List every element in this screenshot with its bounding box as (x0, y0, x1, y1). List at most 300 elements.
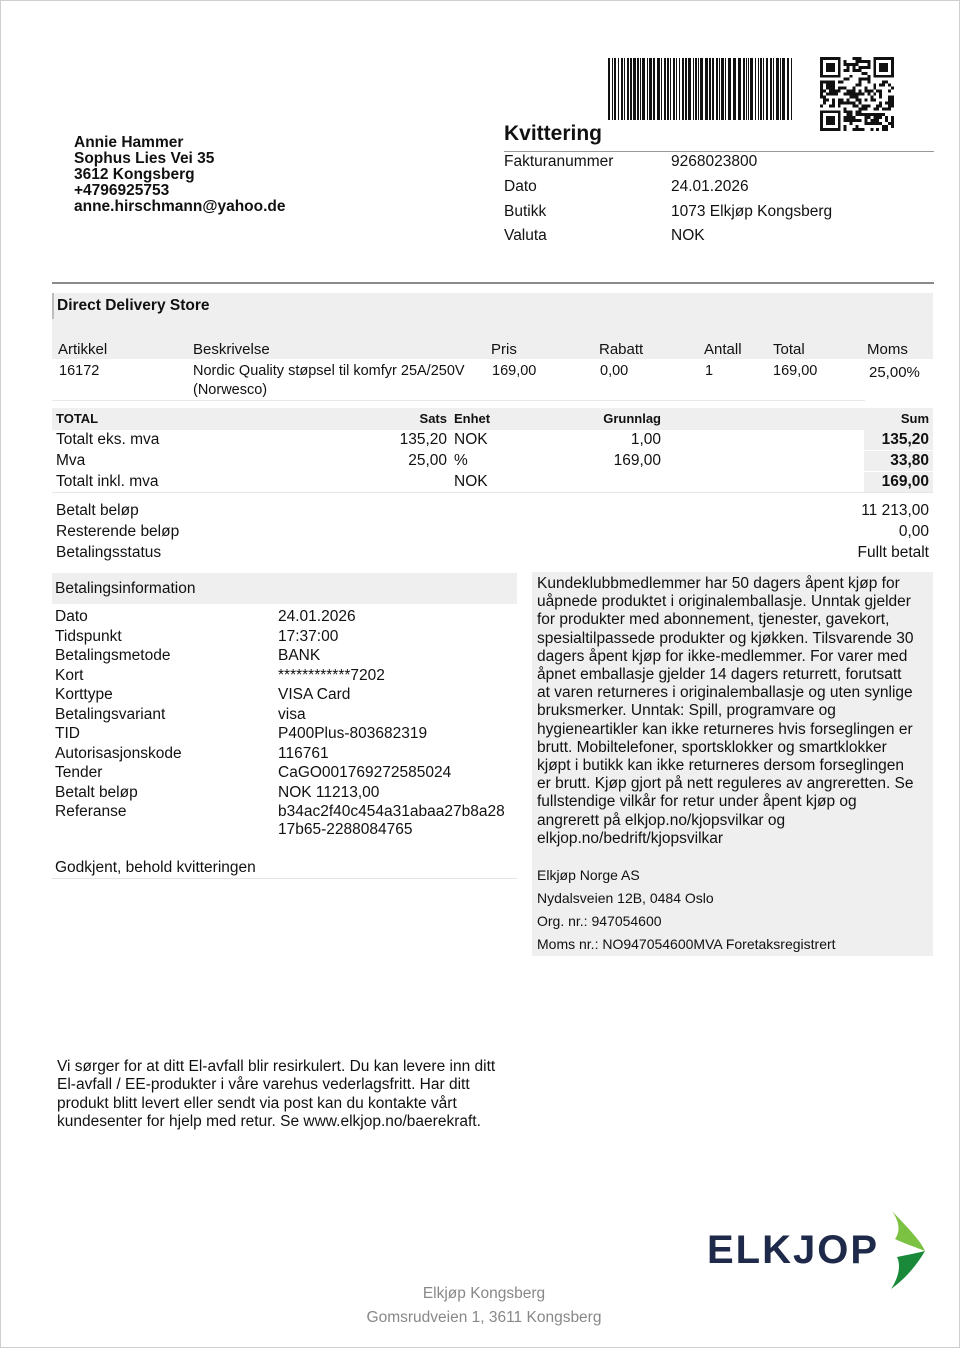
meta-label: Fakturanummer (504, 153, 614, 170)
totals-sum: 169,00 (881, 473, 929, 490)
qr-module (888, 107, 891, 110)
divider (52, 878, 517, 879)
qr-module (879, 63, 882, 66)
qr-module (832, 84, 835, 87)
customer-city: 3612 Kongsberg (74, 166, 195, 183)
qr-module (826, 128, 829, 131)
return-policy-text (537, 575, 929, 848)
qr-module (820, 69, 823, 72)
qr-module (853, 57, 856, 60)
return-policy-line: hygieneartikler kan ikke returneres hvis forseglingen er (537, 720, 913, 738)
totals-unit: % (454, 452, 468, 469)
qr-module (832, 128, 835, 131)
qr-module (832, 98, 835, 101)
barcode-bar (637, 58, 639, 120)
return-policy-box (532, 572, 933, 956)
recycling-note-line: kundesenter for hjelp med retur. Se www.elkjop.no/baerekraft. (57, 1112, 481, 1130)
qr-module (856, 119, 859, 122)
qr-module (879, 84, 882, 87)
qr-module (882, 113, 885, 116)
qr-module (885, 57, 888, 60)
item-description (193, 362, 465, 400)
column-header-description: Beskrivelse (193, 341, 270, 358)
qr-module (879, 116, 882, 119)
qr-module (856, 93, 859, 96)
barcode-bar (733, 58, 736, 120)
column-header-article: Artikkel (58, 341, 108, 358)
qr-module (888, 90, 891, 93)
qr-module (861, 72, 864, 75)
qr-module (864, 78, 867, 81)
barcode-bar (763, 58, 764, 120)
barcode-bar (682, 58, 684, 120)
qr-module (853, 101, 856, 104)
qr-module (820, 63, 823, 66)
qr-module (888, 57, 891, 60)
qr-module (823, 110, 826, 113)
qr-module (858, 101, 861, 104)
qr-module (873, 107, 876, 110)
barcode-bar (667, 58, 669, 120)
qr-module (876, 107, 879, 110)
qr-module (888, 95, 891, 98)
barcode-bar (770, 58, 772, 120)
qr-module (820, 66, 823, 69)
qr-module (867, 104, 870, 107)
qr-module (838, 69, 841, 72)
qr-module (826, 110, 829, 113)
barcode-bar (630, 58, 632, 120)
barcode-bar (766, 58, 768, 120)
customer-email: anne.hirschmann@yahoo.de (74, 198, 286, 215)
qr-module (832, 57, 835, 60)
qr-module (820, 57, 823, 60)
qr-module (856, 57, 859, 60)
barcode-bar (685, 58, 687, 120)
qr-module (879, 57, 882, 60)
payment-info-value: 24.01.2026 (278, 608, 356, 625)
qr-module (826, 84, 829, 87)
qr-module (856, 69, 859, 72)
qr-module (891, 101, 894, 104)
return-policy-line: angrerett på elkjop.no/kjopsvilkar og (537, 811, 786, 829)
return-policy-line: uåpnede produktet i originalemballasje. Unntak gjelder (537, 593, 911, 611)
qr-module (820, 90, 823, 93)
qr-module (820, 95, 823, 98)
qr-module (861, 78, 864, 81)
qr-module (856, 63, 859, 66)
item-quantity: 1 (705, 363, 714, 379)
qr-module (858, 113, 861, 116)
qr-module (850, 75, 853, 78)
qr-module (823, 95, 826, 98)
qr-module (879, 66, 882, 69)
barcode-bar (755, 58, 756, 120)
barcode-bar (608, 58, 610, 120)
qr-module (891, 125, 894, 128)
qr-module (853, 69, 856, 72)
qr-module (838, 110, 841, 113)
qr-module (873, 75, 876, 78)
qr-module (850, 110, 853, 113)
qr-module (847, 119, 850, 122)
qr-module (820, 60, 823, 63)
payment-reference-continued: 17b65-2288084765 (278, 821, 413, 838)
payment-info-label: TID (55, 725, 80, 742)
qr-module (867, 60, 870, 63)
section-marker (52, 293, 54, 319)
qr-module (823, 57, 826, 60)
qr-module (838, 125, 841, 128)
item-discount: 0,00 (600, 363, 629, 379)
qr-module (879, 93, 882, 96)
qr-module (832, 81, 835, 84)
qr-module (861, 60, 864, 63)
footer-store-address: Gomsrudveien 1, 3611 Kongsberg (366, 1309, 602, 1326)
qr-module (853, 95, 856, 98)
logo-wordmark: ELKJOP (707, 1228, 880, 1272)
qr-module (838, 128, 841, 131)
return-policy-line: elkjop.no/bedrift/kjopsvilkar (537, 829, 724, 847)
qr-module (844, 78, 847, 81)
qr-module (891, 98, 894, 101)
barcode-bar (627, 58, 629, 120)
qr-module (876, 57, 879, 60)
qr-module (885, 63, 888, 66)
payment-summary-label: Betalt beløp (56, 502, 139, 519)
qr-module (847, 116, 850, 119)
barcode-bar (787, 58, 789, 120)
qr-module (885, 116, 888, 119)
qr-module (838, 98, 841, 101)
barcode-bar (695, 58, 697, 120)
qr-module (847, 69, 850, 72)
qr-module (850, 101, 853, 104)
qr-module (873, 116, 876, 119)
return-policy-line: fullstendige vilkår for retur under åpent kjøp og (537, 793, 857, 811)
barcode-bar (653, 58, 655, 120)
qr-module (891, 69, 894, 72)
qr-module (826, 122, 829, 125)
qr-module (844, 93, 847, 96)
qr-module (867, 116, 870, 119)
qr-module (823, 90, 826, 93)
column-header-discount: Rabatt (599, 341, 644, 358)
divider (504, 151, 934, 152)
qr-module (879, 122, 882, 125)
logo-chevron-light (892, 1211, 925, 1251)
qr-module (882, 128, 885, 131)
qr-module (853, 87, 856, 90)
qr-module (858, 90, 861, 93)
qr-module (858, 66, 861, 69)
qr-module (853, 63, 856, 66)
qr-module (820, 110, 823, 113)
barcode-bar (673, 58, 675, 120)
customer-phone: +4796925753 (74, 182, 170, 199)
company-org-number: Org. nr.: 947054600 (537, 913, 662, 929)
qr-module (853, 119, 856, 122)
divider (52, 492, 933, 493)
customer-address (74, 135, 286, 215)
barcode-bar (780, 58, 781, 120)
qr-module (873, 122, 876, 125)
barcode-bar (649, 58, 652, 120)
qr-module (873, 93, 876, 96)
qr-module (844, 60, 847, 63)
qr-module (835, 93, 838, 96)
qr-module (873, 72, 876, 75)
qr-module (891, 63, 894, 66)
qr-module (882, 81, 885, 84)
totals-rate: 135,20 (399, 431, 447, 448)
barcode-bar (700, 58, 703, 120)
qr-module (885, 125, 888, 128)
receipt-title: Kvittering (504, 122, 603, 145)
qr-module (844, 101, 847, 104)
qr-module (847, 113, 850, 116)
qr-module (826, 66, 829, 69)
qr-module (829, 69, 832, 72)
payment-info-value: 17:37:00 (278, 627, 339, 645)
qr-module (856, 95, 859, 98)
qr-module (826, 57, 829, 60)
barcode-bar (782, 58, 785, 120)
qr-module (888, 84, 891, 87)
qr-module (832, 87, 835, 90)
barcode-bar (776, 58, 779, 120)
qr-code-image (820, 57, 894, 131)
qr-module (850, 113, 853, 116)
qr-module (835, 75, 838, 78)
qr-module (885, 69, 888, 72)
customer-street: Sophus Lies Vei 35 (74, 150, 215, 167)
barcode-image (608, 58, 796, 120)
qr-module (823, 98, 826, 101)
barcode-bar (642, 58, 645, 120)
barcode-bar (712, 58, 714, 120)
totals-header-basis: Grunnlag (603, 411, 661, 426)
qr-module (826, 119, 829, 122)
totals-header-band (52, 408, 933, 430)
barcode-bar (614, 58, 616, 120)
qr-module (838, 101, 841, 104)
payment-info-value: ************7202 (278, 666, 385, 684)
qr-module (844, 63, 847, 66)
meta-label: Butikk (504, 203, 547, 220)
qr-module (832, 119, 835, 122)
qr-module (873, 87, 876, 90)
qr-module (891, 119, 894, 122)
column-header-total: Total (773, 341, 805, 358)
qr-module (873, 119, 876, 122)
payment-info-label: Korttype (55, 686, 113, 703)
qr-module (891, 72, 894, 75)
qr-module (829, 116, 832, 119)
qr-module (838, 60, 841, 63)
recycling-note-line: produkt blitt levert eller sendt via post kan du kontakte vårt (57, 1094, 457, 1112)
qr-module (841, 87, 844, 90)
qr-module (858, 84, 861, 87)
qr-module (870, 122, 873, 125)
barcode-bar (709, 58, 711, 120)
qr-module (841, 98, 844, 101)
qr-module (858, 107, 861, 110)
barcode-bar (618, 58, 619, 120)
payment-info-label: Kort (55, 666, 84, 684)
payment-info-label: Referanse (55, 803, 127, 820)
qr-module (882, 63, 885, 66)
qr-module (835, 128, 838, 131)
qr-module (858, 98, 861, 101)
barcode-bar (633, 58, 636, 120)
qr-module (870, 98, 873, 101)
qr-module (885, 119, 888, 122)
payment-summary-value: 11 213,00 (861, 502, 929, 519)
meta-label: Dato (504, 178, 537, 195)
return-policy-line: for produkter med abonnement, tjenester, gavekort, (537, 611, 890, 629)
qr-module (885, 75, 888, 78)
barcode-bar (728, 58, 731, 120)
qr-module (820, 122, 823, 125)
payment-info-label: Betalingsvariant (55, 705, 166, 723)
barcode-bar (612, 58, 613, 120)
qr-module (829, 104, 832, 107)
qr-module (879, 95, 882, 98)
qr-module (832, 69, 835, 72)
qr-module (826, 98, 829, 101)
barcode-bar (716, 58, 718, 120)
qr-module (829, 90, 832, 93)
qr-module (853, 116, 856, 119)
return-policy-line: bruksmerker. Unntak: Spill, programvare og (537, 702, 836, 720)
qr-module (850, 93, 853, 96)
qr-module (864, 90, 867, 93)
payment-info-value: NOK 11213,00 (278, 783, 380, 801)
qr-module (876, 90, 879, 93)
qr-module (829, 122, 832, 125)
payment-summary-value: 0,00 (898, 523, 929, 540)
qr-module (876, 113, 879, 116)
totals-sum: 33,80 (890, 452, 929, 469)
qr-module (829, 128, 832, 131)
qr-module (844, 116, 847, 119)
barcode-bar (725, 58, 726, 120)
item-description-line: Nordic Quality støpsel til komfyr 25A/250V (193, 363, 465, 379)
qr-module (823, 81, 826, 84)
qr-module (864, 119, 867, 122)
barcode-bar (657, 58, 660, 120)
payment-info-label: Betalingsmetode (55, 647, 171, 664)
qr-module (873, 60, 876, 63)
qr-module (847, 78, 850, 81)
return-policy-line: at varen returneres i originalemballasje og uten synlige (537, 684, 913, 702)
company-address: Nydalsveien 12B, 0484 Oslo (537, 890, 714, 906)
qr-module (847, 98, 850, 101)
payment-info-label: Autorisasjonskode (55, 744, 182, 762)
qr-module (861, 66, 864, 69)
qr-module (879, 104, 882, 107)
qr-module (829, 66, 832, 69)
totals-unit: NOK (454, 473, 488, 490)
qr-module (823, 128, 826, 131)
qr-module (856, 113, 859, 116)
qr-module (829, 84, 832, 87)
qr-module (832, 122, 835, 125)
qr-module (832, 75, 835, 78)
qr-module (820, 113, 823, 116)
qr-module (867, 113, 870, 116)
qr-module (826, 69, 829, 72)
qr-module (858, 128, 861, 131)
qr-module (888, 122, 891, 125)
qr-module (882, 107, 885, 110)
qr-module (841, 81, 844, 84)
totals-header-total: TOTAL (56, 411, 99, 426)
qr-module (832, 63, 835, 66)
qr-module (847, 66, 850, 69)
qr-module (838, 66, 841, 69)
qr-module (858, 57, 861, 60)
qr-module (879, 113, 882, 116)
barcode-bar (664, 58, 666, 120)
qr-module (850, 95, 853, 98)
qr-module (858, 119, 861, 122)
qr-module (867, 122, 870, 125)
qr-module (870, 90, 873, 93)
column-header-price: Pris (491, 341, 517, 358)
qr-module (829, 119, 832, 122)
qr-module (829, 63, 832, 66)
qr-module (835, 57, 838, 60)
totals-label: Totalt inkl. mva (56, 473, 159, 490)
qr-module (820, 116, 823, 119)
qr-module (856, 84, 859, 87)
column-header-vat: Moms (867, 341, 908, 358)
qr-module (853, 66, 856, 69)
barcode-bar (748, 58, 749, 120)
barcode-bar (698, 58, 699, 120)
barcode-bar (688, 58, 691, 120)
qr-module (864, 116, 867, 119)
qr-module (832, 66, 835, 69)
qr-module (876, 116, 879, 119)
qr-module (826, 116, 829, 119)
return-policy-line: brutt. Mobiltelefoner, sportsklokker og smartklokker (537, 738, 887, 756)
qr-module (826, 87, 829, 90)
qr-module (844, 119, 847, 122)
barcode-bar (693, 58, 694, 120)
qr-module (838, 87, 841, 90)
qr-module (856, 110, 859, 113)
barcode-bar (670, 58, 671, 120)
qr-module (888, 101, 891, 104)
qr-module (847, 63, 850, 66)
qr-module (853, 90, 856, 93)
qr-module (835, 90, 838, 93)
qr-module (882, 57, 885, 60)
qr-module (838, 119, 841, 122)
payment-info-value: 116761 (278, 744, 329, 762)
qr-module (820, 125, 823, 128)
footer-store-name: Elkjøp Kongsberg (422, 1285, 546, 1302)
totals-basis: 1,00 (630, 431, 661, 448)
qr-module (826, 75, 829, 78)
qr-module (876, 104, 879, 107)
qr-module (891, 75, 894, 78)
qr-module (861, 93, 864, 96)
qr-module (870, 113, 873, 116)
